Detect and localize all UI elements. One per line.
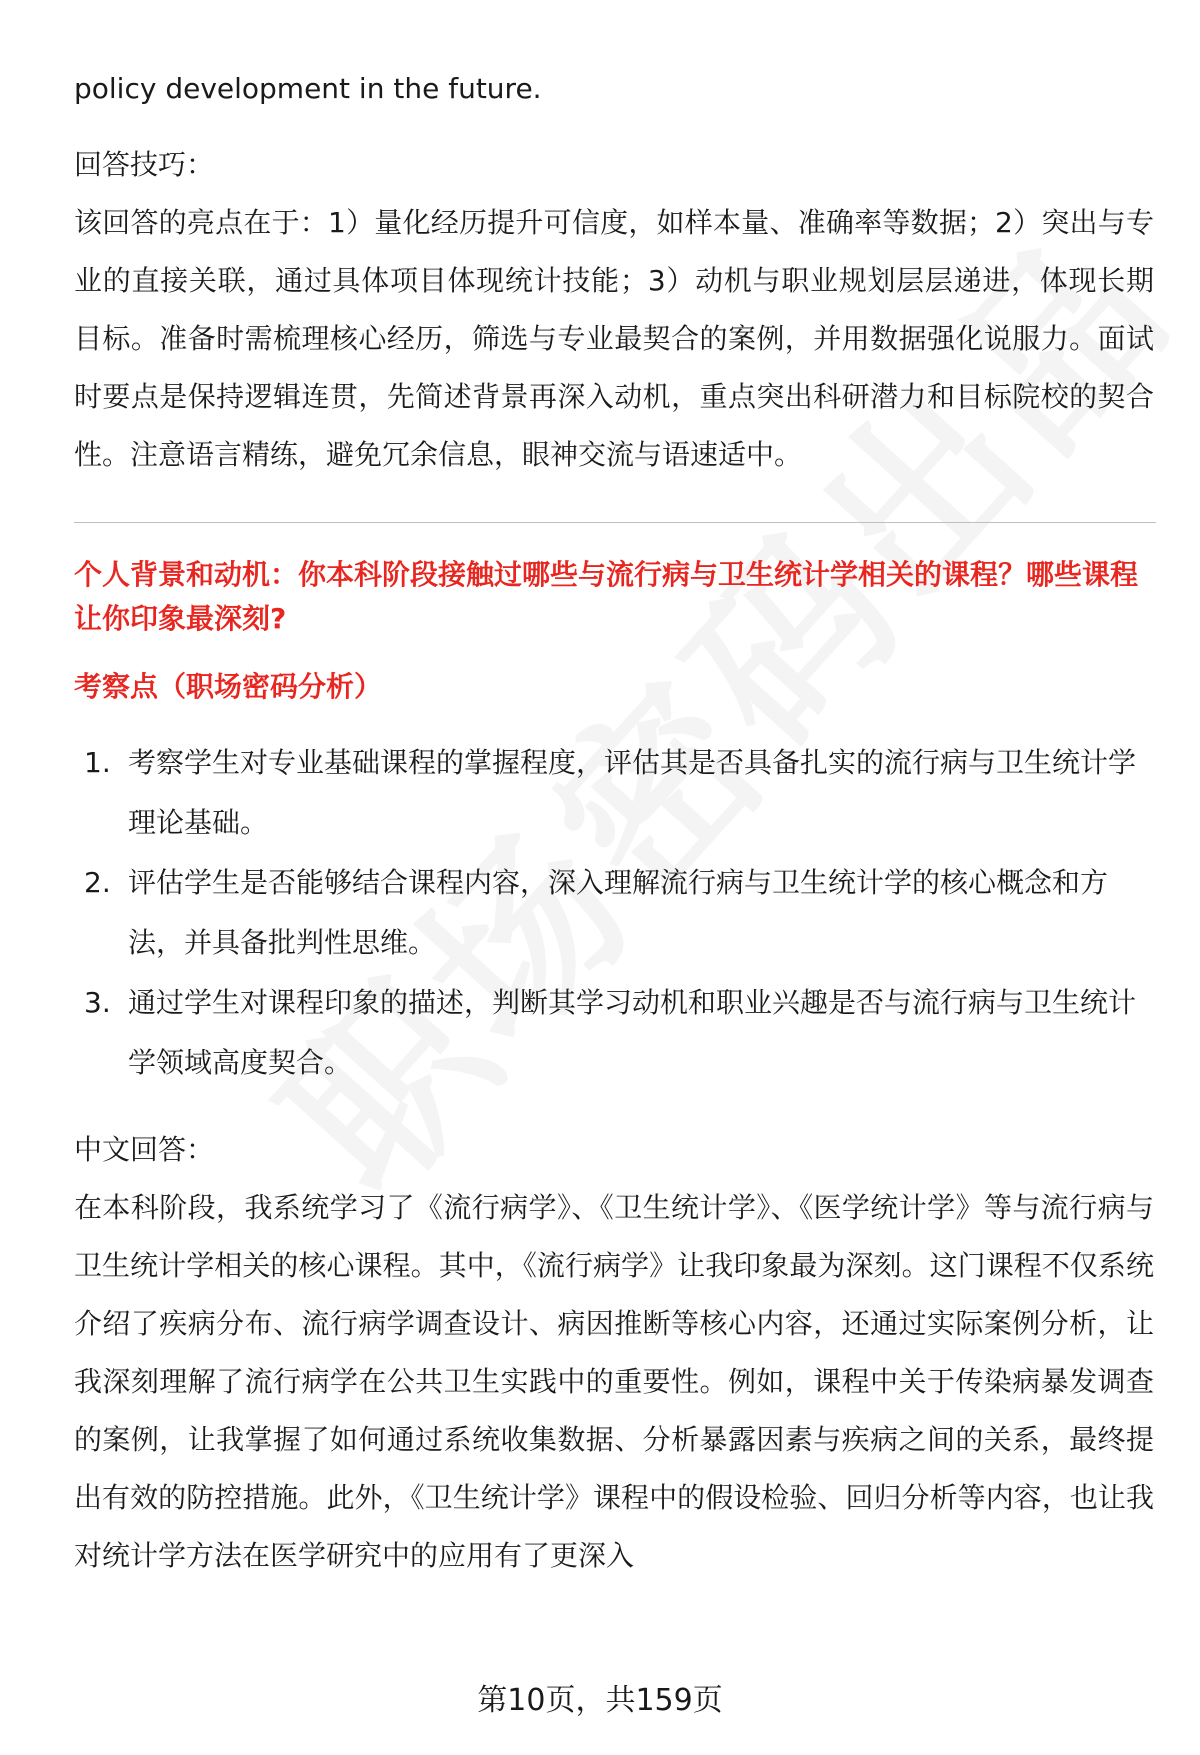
point-number: 2. — [84, 866, 111, 899]
intro-tail-text: policy development in the future. — [74, 72, 542, 105]
analysis-point — [74, 733, 1154, 853]
answer-label: 中文回答： — [74, 1133, 215, 1166]
analysis-subhead: 考察点（职场密码分析） — [74, 670, 383, 703]
page-content — [74, 70, 1154, 1585]
point-text: 考察学生对专业基础课程的掌握程度，评估其是否具备扎实的流行病与卫生统计学理论基础。 — [128, 746, 1137, 839]
tips-body: 该回答的亮点在于：1）量化经历提升可信度，如样本量、准确率等数据；2）突出与专业的直接关联，通过具体项目体现统计技能；3）动机与职业规划层层递进，体现长期目标。准备时需梳理核心经历，筛选与专业最契合的案例，并用数据强化说服力。面试时要点是保持逻辑连贯，先简述背景再深入动机，重点突出科研潜力和目标院校的契合性。注意语言精练，避免冗余信息，眼神交流与语速适中。 — [74, 206, 1154, 471]
analysis-point — [74, 973, 1154, 1093]
section-divider — [74, 522, 1156, 523]
point-number: 1. — [84, 746, 111, 779]
point-number: 3. — [84, 986, 111, 1019]
point-text: 评估学生是否能够结合课程内容，深入理解流行病与卫生统计学的核心概念和方法，并具备批判性思维。 — [128, 866, 1109, 959]
analysis-point — [74, 853, 1154, 973]
tips-label: 回答技巧： — [74, 148, 215, 181]
page-footer: 第10页，共159页 — [477, 1683, 723, 1718]
analysis-points-list — [74, 733, 1154, 1093]
point-text: 通过学生对课程印象的描述，判断其学习动机和职业兴趣是否与流行病与卫生统计学领域高度契合。 — [128, 986, 1137, 1079]
answer-body: 在本科阶段，我系统学习了《流行病学》、《卫生统计学》、《医学统计学》等与流行病与卫生统计学相关的核心课程。其中，《流行病学》让我印象最为深刻。这门课程不仅系统介绍了疾病分布、流行病学调查设计、病因推断等核心内容，还通过实际案例分析，让我深刻理解了流行病学在公共卫生实践中的重要性。例如，课程中关于传染病暴发调查的案例，让我掌握了如何通过系统收集数据、分析暴露因素与疾病之间的关系，最终提出有效的防控措施。此外，《卫生统计学》课程中的假设检验、回归分析等内容，也让我对统计学方法在医学研究中的应用有了更深入 — [74, 1191, 1154, 1572]
question-title: 个人背景和动机：你本科阶段接触过哪些与流行病与卫生统计学相关的课程？哪些课程让你印象最深刻? — [74, 558, 1139, 635]
